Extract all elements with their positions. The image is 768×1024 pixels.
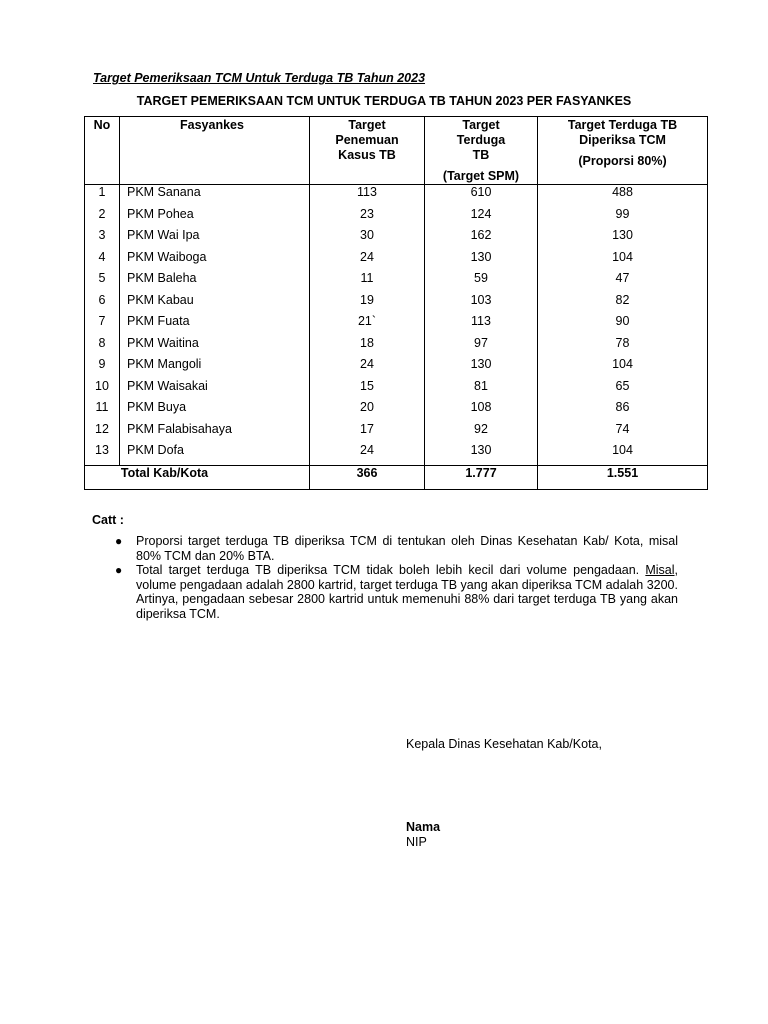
total-row bbox=[85, 465, 708, 489]
table-row bbox=[85, 293, 708, 315]
note-item bbox=[114, 534, 678, 563]
cell-no: 2 bbox=[85, 207, 120, 229]
table-row bbox=[85, 271, 708, 293]
table-row bbox=[85, 185, 708, 207]
cell-fasyankes: PKM Pohea bbox=[120, 207, 310, 229]
cell-target-diperiksa: 104 bbox=[538, 357, 708, 379]
note-item bbox=[114, 563, 678, 621]
cell-target-terduga: 81 bbox=[425, 379, 538, 401]
cell-target-terduga: 130 bbox=[425, 443, 538, 465]
cell-target-penemuan: 20 bbox=[310, 400, 425, 422]
cell-target-diperiksa: 47 bbox=[538, 271, 708, 293]
cell-no: 3 bbox=[85, 228, 120, 250]
cell-target-diperiksa: 99 bbox=[538, 207, 708, 229]
cell-target-penemuan: 24 bbox=[310, 443, 425, 465]
cell-no: 8 bbox=[85, 336, 120, 358]
cell-fasyankes: PKM Baleha bbox=[120, 271, 310, 293]
cell-no: 1 bbox=[85, 185, 120, 207]
total-penemuan: 366 bbox=[310, 465, 425, 489]
cell-fasyankes: PKM Kabau bbox=[120, 293, 310, 315]
cell-fasyankes: PKM Sanana bbox=[120, 185, 310, 207]
total-terduga: 1.777 bbox=[425, 465, 538, 489]
cell-target-penemuan: 30 bbox=[310, 228, 425, 250]
cell-target-penemuan: 24 bbox=[310, 357, 425, 379]
signature-name: Nama bbox=[406, 820, 441, 834]
cell-target-diperiksa: 86 bbox=[538, 400, 708, 422]
cell-no: 12 bbox=[85, 422, 120, 444]
cell-no: 7 bbox=[85, 314, 120, 336]
target-table bbox=[84, 116, 708, 490]
table-row bbox=[85, 379, 708, 401]
header-target-penemuan-label: Target Penemuan Kasus TB bbox=[335, 118, 399, 162]
header-target-terduga-sub: (Target SPM) bbox=[442, 169, 520, 183]
header-target-diperiksa-sub: (Proporsi 80%) bbox=[578, 154, 667, 168]
header-fasyankes: Fasyankes bbox=[120, 117, 310, 185]
cell-no: 5 bbox=[85, 271, 120, 293]
cell-target-terduga: 103 bbox=[425, 293, 538, 315]
bullet-icon: ● bbox=[115, 534, 123, 548]
notes-label: Catt : bbox=[92, 513, 124, 527]
notes-list bbox=[114, 534, 678, 621]
cell-no: 11 bbox=[85, 400, 120, 422]
total-label-cell bbox=[85, 465, 310, 489]
cell-target-diperiksa: 65 bbox=[538, 379, 708, 401]
header-target-diperiksa bbox=[538, 117, 708, 185]
header-target-diperiksa-label: Target Terduga TB Diperiksa TCM bbox=[567, 118, 678, 147]
signature-nip: NIP bbox=[406, 835, 427, 849]
cell-target-diperiksa: 82 bbox=[538, 293, 708, 315]
cell-fasyankes: PKM Fuata bbox=[120, 314, 310, 336]
header-no: No bbox=[85, 117, 120, 185]
cell-target-terduga: 124 bbox=[425, 207, 538, 229]
header-target-terduga-label: Target Terduga TB bbox=[456, 118, 506, 162]
cell-target-diperiksa: 104 bbox=[538, 250, 708, 272]
table-title: TARGET PEMERIKSAAN TCM UNTUK TERDUGA TB TAHUN 2023 PER FASYANKES bbox=[136, 94, 632, 108]
table-row bbox=[85, 400, 708, 422]
table-row bbox=[85, 336, 708, 358]
cell-target-terduga: 162 bbox=[425, 228, 538, 250]
signature-title: Kepala Dinas Kesehatan Kab/Kota, bbox=[406, 737, 602, 751]
cell-target-diperiksa: 104 bbox=[538, 443, 708, 465]
cell-target-penemuan: 15 bbox=[310, 379, 425, 401]
cell-target-penemuan: 19 bbox=[310, 293, 425, 315]
cell-target-penemuan: 18 bbox=[310, 336, 425, 358]
cell-target-penemuan: 24 bbox=[310, 250, 425, 272]
cell-fasyankes: PKM Falabisahaya bbox=[120, 422, 310, 444]
bullet-icon: ● bbox=[115, 563, 123, 577]
cell-target-terduga: 130 bbox=[425, 357, 538, 379]
cell-no: 9 bbox=[85, 357, 120, 379]
cell-fasyankes: PKM Buya bbox=[120, 400, 310, 422]
cell-fasyankes: PKM Dofa bbox=[120, 443, 310, 465]
document-heading: Target Pemeriksaan TCM Untuk Terduga TB Tahun 2023 bbox=[93, 71, 426, 85]
cell-target-penemuan: 23 bbox=[310, 207, 425, 229]
cell-target-terduga: 97 bbox=[425, 336, 538, 358]
cell-target-terduga: 130 bbox=[425, 250, 538, 272]
table-row bbox=[85, 443, 708, 465]
cell-target-terduga: 108 bbox=[425, 400, 538, 422]
table-header-row bbox=[85, 117, 708, 185]
total-diperiksa: 1.551 bbox=[538, 465, 708, 489]
table-row bbox=[85, 314, 708, 336]
cell-target-diperiksa: 130 bbox=[538, 228, 708, 250]
table-row bbox=[85, 250, 708, 272]
cell-fasyankes: PKM Wai Ipa bbox=[120, 228, 310, 250]
cell-target-diperiksa: 488 bbox=[538, 185, 708, 207]
table-row bbox=[85, 422, 708, 444]
cell-target-diperiksa: 90 bbox=[538, 314, 708, 336]
cell-target-penemuan: 17 bbox=[310, 422, 425, 444]
cell-target-diperiksa: 78 bbox=[538, 336, 708, 358]
cell-no: 6 bbox=[85, 293, 120, 315]
cell-fasyankes: PKM Waisakai bbox=[120, 379, 310, 401]
note-text-underlined: Misal bbox=[645, 563, 675, 577]
cell-no: 4 bbox=[85, 250, 120, 272]
cell-target-terduga: 59 bbox=[425, 271, 538, 293]
cell-target-diperiksa: 74 bbox=[538, 422, 708, 444]
cell-fasyankes: PKM Mangoli bbox=[120, 357, 310, 379]
table-row bbox=[85, 357, 708, 379]
table-row bbox=[85, 228, 708, 250]
cell-fasyankes: PKM Waiboga bbox=[120, 250, 310, 272]
total-label: Total Kab/Kota bbox=[120, 465, 209, 480]
cell-target-terduga: 92 bbox=[425, 422, 538, 444]
header-target-terduga bbox=[425, 117, 538, 185]
cell-no: 10 bbox=[85, 379, 120, 401]
note-text-before: Total target terduga TB diperiksa TCM tidak boleh lebih kecil dari volume pengadaan. bbox=[136, 563, 646, 577]
header-target-penemuan bbox=[310, 117, 425, 185]
note-text: Proporsi target terduga TB diperiksa TCM di tentukan oleh Dinas Kesehatan Kab/ Kota, misal 80% TCM dan 20% BTA. bbox=[136, 534, 678, 563]
cell-target-penemuan: 21` bbox=[310, 314, 425, 336]
cell-fasyankes: PKM Waitina bbox=[120, 336, 310, 358]
note-text-after: , volume pengadaan adalah 2800 kartrid, target terduga TB yang akan diperiksa TCM adalah 3200. Artinya, pengadaan sebesar 2800 kartrid untuk memenuhi 88% dari target terduga TB yang akan diperiksa TCM. bbox=[136, 563, 678, 621]
cell-target-penemuan: 113 bbox=[310, 185, 425, 207]
cell-target-terduga: 610 bbox=[425, 185, 538, 207]
cell-target-penemuan: 11 bbox=[310, 271, 425, 293]
cell-no: 13 bbox=[85, 443, 120, 465]
cell-target-terduga: 113 bbox=[425, 314, 538, 336]
table-row bbox=[85, 207, 708, 229]
